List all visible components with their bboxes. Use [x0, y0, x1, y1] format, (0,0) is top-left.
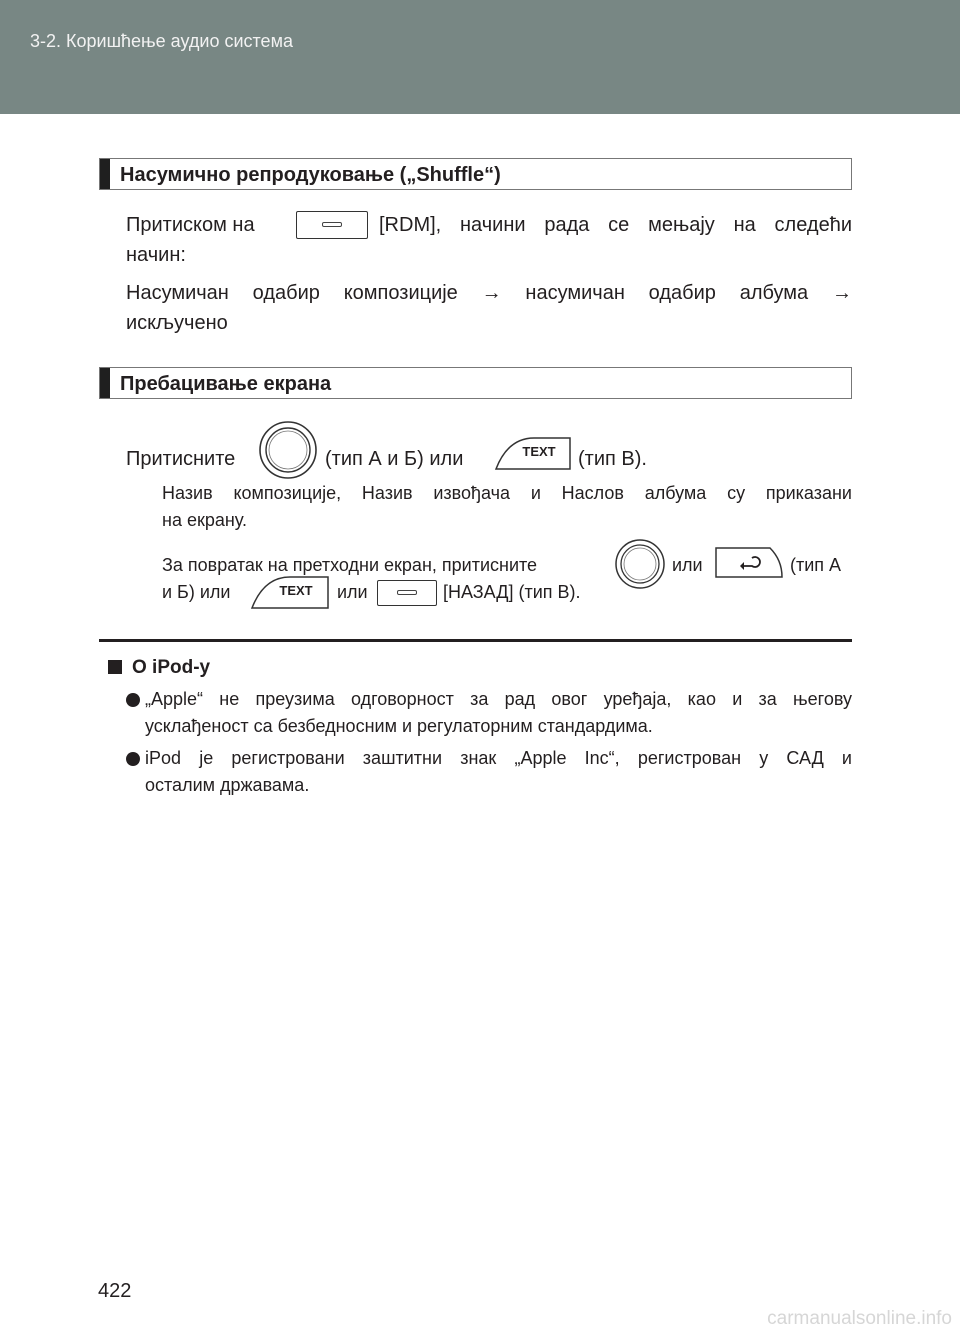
button-dash-icon [397, 590, 417, 595]
watermark: carmanualsonline.info [767, 1308, 952, 1329]
note-display-info: Назив композиције, Назив извођача и Наслов албума су приказани [162, 483, 852, 503]
section-heading-shuffle [99, 158, 852, 190]
section-divider [99, 639, 852, 642]
ipod-heading: О iPod-у [132, 657, 211, 678]
shuffle-sequence-end: искључено [126, 312, 228, 334]
note-display-info-end: на екрану. [162, 510, 247, 530]
back-key-icon [714, 546, 784, 578]
button-dash-icon [322, 222, 342, 227]
shuffle-sequence: Насумичан одабир композиције → насумичан одабир албума → [126, 282, 852, 304]
ipod-bullet-1: „Apple“ не преузима одговорност за рад овог уређаја, као и за његову [145, 689, 852, 709]
screen-instruction-end: (тип В). [578, 448, 647, 470]
note-return-end: [НАЗАД] (тип В). [443, 582, 581, 602]
ipod-bullet-1-end: усклађеност са безбедносним и регулаторним стандардима. [145, 716, 653, 736]
tune-knob-icon [258, 420, 318, 480]
ipod-bullet-2: iPod је регистровани заштитни знак „Apple Inc“, регистрован у САД и [145, 748, 852, 768]
text-key-label: TEXT [279, 583, 313, 598]
shuffle-text-line2: начин: [126, 244, 186, 266]
note-return-or: или [672, 555, 703, 575]
square-bullet-icon [108, 660, 122, 674]
section-accent [100, 159, 110, 189]
shuffle-text-end: [RDM], начини рада се мењају на следећи [379, 214, 852, 236]
screen-instruction-start: Притисните [126, 448, 236, 470]
screen-instruction-mid: (тип А и Б) или [325, 448, 464, 470]
note-return-or-2: или [337, 582, 368, 602]
note-return-and-b: и Б) или [162, 582, 231, 602]
rdm-button-icon [296, 211, 368, 239]
header-band [0, 0, 960, 114]
section-title: Насумично репродуковање („Shuffle“) [120, 164, 501, 186]
note-return-type-ab: (тип А [790, 555, 842, 575]
section-accent [100, 368, 110, 398]
section-title: Пребацивање екрана [120, 373, 332, 395]
section-heading-screen [99, 367, 852, 399]
shuffle-text-start: Притиском на [126, 214, 255, 236]
chapter-title: 3-2. Коришћење аудио система [30, 31, 293, 51]
tune-knob-icon [614, 538, 666, 590]
page-number: 422 [98, 1280, 132, 1302]
bullet-dot-icon [126, 693, 140, 707]
text-key-label: TEXT [522, 444, 556, 459]
text-key-icon [250, 575, 330, 609]
text-key-icon [494, 436, 572, 470]
note-return-start: За повратак на претходни екран, притисните [162, 555, 538, 575]
ipod-bullet-2-end: осталим државама. [145, 775, 310, 795]
bullet-dot-icon [126, 752, 140, 766]
back-button-icon [377, 580, 437, 606]
